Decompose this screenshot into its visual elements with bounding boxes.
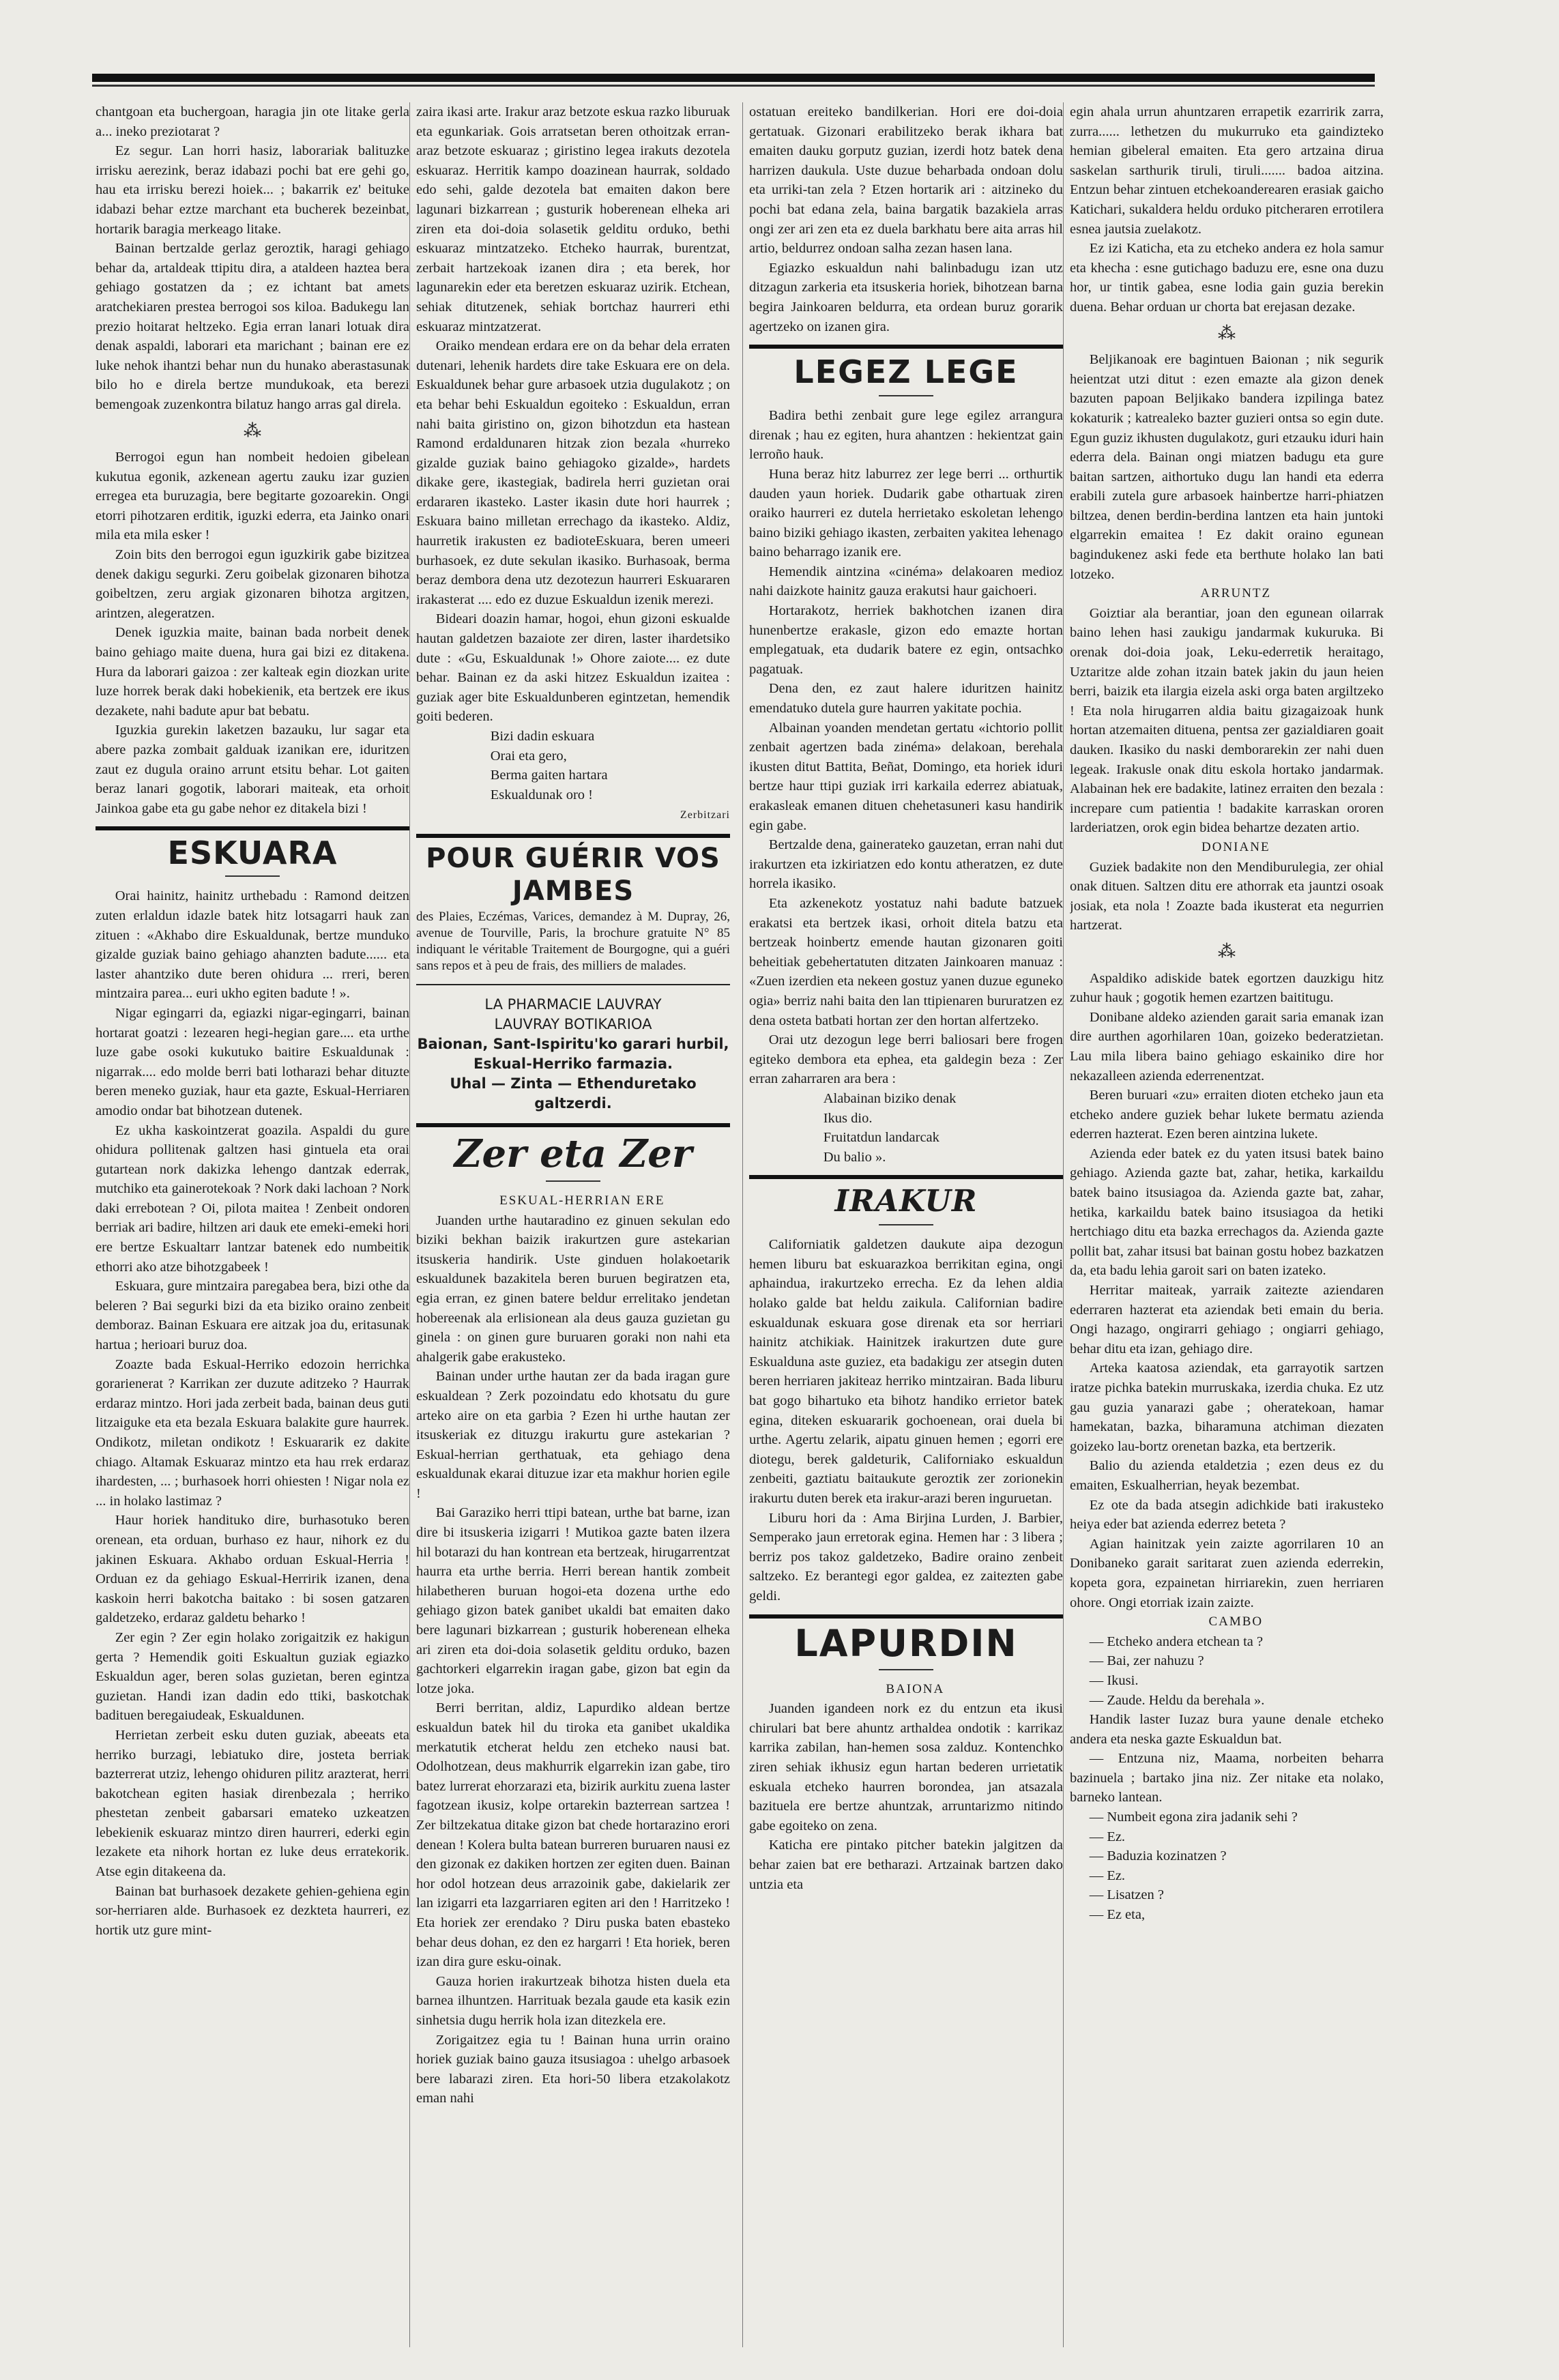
article-paragraph: Bainan bat burhasoek dezakete gehien-gehiena egin sor-herriaren alde. Burhasoek ez dezkteta haurreri, ez hortik utz gure mint-	[96, 1883, 409, 1938]
subheading-baiona: BAIONA	[886, 1681, 945, 1696]
dialogue-line: — Zaude. Heldu da berehala ».	[1089, 1692, 1265, 1708]
column-1	[96, 102, 409, 2347]
column-divider	[1063, 102, 1064, 2347]
article-paragraph: Juanden igandeen nork ez du entzun eta ikusi chirulari bat bere ahuntz arthaldea ondotik : karrikaz karrika zabilan, han-hemen sosa zalduz. Kontenchko ziren sehiak ikhusiz egun hartan bederen urrietatik eskuala etcheko haurren borondea, jan atsazala bazituela ere bertze ahuntzak, arruntarizmo nitindo gabe egoiteko on zena.	[749, 1701, 1063, 1833]
article-paragraph: Bainan under urthe hautan zer da bada iragan gure eskualdean ? Zerk pozoindatu edo khotsatu du gure arteko aire on eta garbia ? Ezen hi urthe hautan zer itsuskeriak ez dituzgu irakurtu gure astekarian ? Eskual-herrian gerthatuak, eta gehiago dena eskualdunak ekarai dituzue izar eta makhur horien egile !	[416, 1369, 730, 1501]
article-paragraph: Goiztiar ala berantiar, joan den egunean oilarrak baino lehen hasi zaukigu jandarmak kukuruka. Bi orenak doi-doia joak, Leku-ederretik heraitago, Uztaritze alde zohan itzain batek jakin du jaun heien berri, baizik eta ilargia eizela aski orga baten argiltzeko ! Eta nola hirugarren aldia baitu gizagaizoak hunk hortan atzemaiten dituena, pentsa zer gazialdiaren goait dauken. Ikasiko du naski demborarekin zer nahi duen legeak. Irakusle onak ditu eskola hortako jandarmak. Alabainan hek ere badakite, latinez erraiten den bezala : increpare cum patientia ! badakite karraskan ororen larderiatzen, orok egin bidea behartze dezaten artio.	[1070, 605, 1384, 836]
section-rule	[416, 1123, 730, 1127]
dialogue-line: — Baduzia kozinatzen ?	[1089, 1848, 1227, 1864]
article-paragraph: Aspaldiko adiskide batek egortzen dauzkigu hitz zuhur hauk ; gogotik hemen ezartzen baititugu.	[1070, 970, 1384, 1006]
column-divider	[742, 102, 743, 2347]
article-paragraph: Donibane aldeko azienden garait saria emanak izan dire aurthen agorhilaren 10an, goizeko bederatzietan. Lau mila libera baino gehiago eskainiko dire hor nekazalleen azienda ederrenentzat.	[1070, 1009, 1384, 1084]
article-paragraph: Zer egin ? Zer egin holako zorigaitzik ez hakigun gerta ? Hemendik goiti Eskualtun guziak egiazko Eskualdun ager, beren solas guzietan, beren egintza guzietan. Handi izan dadin edo ttiki, baskotchak badituen beregaiudeak, Eskualdunen.	[96, 1629, 409, 1724]
dialogue-line: — Lisatzen ?	[1089, 1887, 1164, 1903]
dialogue-line: — Entzuna niz, Maama, norbeiten beharra bazinuela ; bartako jina niz. Zer nitake eta nolako, barneko lantean.	[1070, 1751, 1384, 1805]
heading-zer-eta-zer: Zer eta Zer	[454, 1131, 693, 1176]
heading-underline	[879, 1669, 933, 1670]
article-paragraph: Herritar maiteak, yarraik zaitezte aziendaren ederraren hazterat eta aziendak beti emain du beria. Ongi hazago, ongirarri gehiago ; ongiarri gehiago, behar ditu eta izan, gehiago dire.	[1070, 1283, 1384, 1356]
column-4	[1070, 102, 1384, 2347]
section-rule	[96, 826, 409, 830]
section-rule	[749, 345, 1063, 349]
advertisement-jambes	[416, 842, 730, 974]
verse-line: Du balio ».	[823, 1149, 886, 1165]
article-paragraph: Berrogoi egun han nombeit hedoien gibelean kukutua egonik, azkenean agertu zauku izar guzien erregea eta buruzagia, bere begitarte gozoarekin. Ongi etorri pihotzaren erditik, iguzki ederra, eta Jainko onari mila eta mila esker !	[96, 450, 409, 543]
article-paragraph: Hemendik aintzina «cinéma» delakoaren medioz nahi daizkote hainitz gauza erakutsi haur gaichoeri.	[749, 564, 1063, 599]
section-asterism: ⁂	[244, 420, 261, 441]
section-rule	[416, 834, 730, 838]
article-paragraph: Katicha ere pintako pitcher batekin jalgitzen da behar zaien bat ere betharazi. Artzainak bartzen dako untzia eta	[749, 1838, 1063, 1892]
verse-line: Eskualdunak oro !	[490, 787, 593, 802]
subheading: ESKUAL-HERRIAN ERE	[499, 1193, 665, 1208]
dialogue-line: — Etcheko andera etchean ta ?	[1089, 1634, 1264, 1649]
article-paragraph: Hortarakotz, herriek bakhotchen izanen dira hunenbertze erakasle, gizon edo emazte hortan emplegatuak, eta dudarik batere ez egin, ontsachko pagatuak.	[749, 603, 1063, 677]
verse-line: Fruitatdun landarcak	[823, 1130, 939, 1146]
subheading-cambo: CAMBO	[1208, 1614, 1264, 1629]
article-paragraph: Dena den, ez zaut halere iduritzen hainitz emendatuko dutela gure haurren yakitate pochia.	[749, 681, 1063, 716]
article-paragraph: Gauza horien irakurtzeak bihotza histen duela eta barnea ilhuntzen. Harrituak bezala gaude eta kasik ezin sinhetsia dugu herrik hola izan ditezkela ere.	[416, 1973, 730, 2028]
masthead-rule	[92, 74, 1375, 82]
verse-line: Alabainan biziko denak	[823, 1090, 957, 1106]
article-paragraph: Bertzalde dena, gainerateko gauzetan, erran nahi dut irakurtzen eta izkiriatzen edo kontu atheratzen, ez dute horrela ikasiko.	[749, 837, 1063, 892]
ad-line: galtzerdi.	[534, 1094, 612, 1112]
article-paragraph: Juanden urthe hautaradino ez ginuen sekulan edo biziki bekhan baizik irakurtzen gure astekarian itsuskeria handirik. Uste ginduen holakoetarik eskualdunek bazakitela beren buruen begiratzen eta, egia erran, ez ginen batere beldur errelitako jendetan hobereenak ala erlisionean ala deus gauza guzietan gu ginela : on ginen gure buruaren goraki non nahi eta ahalgerik gabe erakusteko.	[416, 1213, 730, 1365]
column-divider	[409, 102, 410, 2347]
article-paragraph: Bai Garaziko herri ttipi batean, urthe bat barne, izan dire bi itsuskeria izigarri ! Mutikoa gazte baten ilzera hil botarazi du han kontrean eta bertzeak, hirugarrentzat haurra eta urthe berria. Herri berean hantik zombeit hilabetheren buruan hogoi-eta dozena urthe edo gehiago gizon batek ganibet ukaldi bat emaiten dako bere lagunari bizkarrean ; gusturik hoberenean elheka ari ziren eta doi-doia solasetik gelditu orduko, bazen gachtorkeri elgarrekin iragan gabe, gizon bat egin da lotze joka.	[416, 1505, 730, 1696]
heading-underline	[879, 1224, 933, 1225]
ad-line: Baionan, Sant-Ispiritu'ko garari hurbil, Eskual-Herriko farmazia.	[417, 1035, 729, 1072]
section-asterism: ⁂	[1218, 941, 1236, 961]
article-paragraph: Arteka kaatosa aziendak, eta garrayotik sartzen iratze pichka batekin murruskaka, izerdia chuka. Ez utz gau guzia yanarazi gabe ; oheratekoan, hamar hamekatan, bazka, biharamuna atchiman diezaten goizeko lau-bortz orenetan bazka, eta bertzerik.	[1070, 1361, 1384, 1454]
article-paragraph: Bainan bertzalde gerlaz geroztik, haragi gehiago behar da, artaldeak ttipitu dira, a ataldeen haztea bera gehiago gostatzen da ; ez ichtant bat amets aratchekiaren prestea berrogoi sos kiloa. Badukegu lan prezio hoitarat heltzeko. Egia erran lanari lotuak dira denak aspaldi, laborari eta marichant ; bainan ere ez luke nehok ihantzi behar nun du hunako aberastasunak bilo ho e direla bertze mundukoak, eta berezi bemengoak zuzenkontra bilatuz hango arras gal direla.	[96, 241, 409, 412]
article-paragraph: Eta azkenekotz yostatuz nahi badute batzuek erakatsi eta bertzek ikasi, orhoit ditela batzu eta bertzeak hoinbertz emende hautan gizonaren goiti beheitiak gebehertatuten ditzaten Jainkoaren manuaz : «Zuen izerdien eta nekeen gostuz yanen duzue eguneko ogia» berriz nahi baita den lan ttipienaren bururatzen ez dena osteta batbati hortan zer den hortan alfertzeko.	[749, 895, 1063, 1028]
author-signature: Zerbitzari	[680, 809, 730, 822]
subheading-arruntz: ARRUNTZ	[1200, 586, 1272, 601]
dialogue-line: Handik laster Iuzaz bura yaune denale etcheko andera eta neska gazte Eskualdun bat.	[1070, 1712, 1384, 1747]
article-paragraph: Beljikanoak ere bagintuen Baionan ; nik segurik heientzat utzi ditut : ezen emazte ala gizon denek bazuten papoan Beljikako bandera izpilinga batez kokaturik ; katrealeko bazter guzieri ontsa so egin dute. Egun guziz ikhusten dugulakotz, guri etzauku iduri hain ederra dela. Bainan ongi miatzen badugu eta gure baitan sartzen, aithortuko dugu lan handi eta ederra erabili zutela gure arbasoek hainbertze harri-phiatzen biltzea, denen berdin-berdina lantzen eta hain juntoki elgarrekin emaitea ! Ez dakit oraino egunean bagindukenez aski fede eta berthute holako lan bati lotzeko.	[1070, 352, 1384, 582]
ad-line: LAUVRAY BOTIKARIOA	[494, 1015, 652, 1032]
article-paragraph: Ez ote da bada atsegin adichkide bati irakusteko heiya eder bat azienda ederrez beteta ?	[1070, 1497, 1384, 1533]
article-paragraph: Azienda eder batek ez du yaten itsusi batek baino gehiago. Azienda gazte bat, zahar, hetika, karkaildu batek baino itsusiagoa da. Azienda gazte bat, zahar, hetika, karkaildu batek baino itsusiagoa da hetiki hertchiago ditu eta bazka errechagos da. Azienda gazte pollit bat, zahar itsusi bat bainan gostu hobez bazkatzen da, eta badu lehia garoit sari on baten izateko.	[1070, 1146, 1384, 1279]
verse-line: Berma gaiten hartara	[490, 768, 608, 783]
article-paragraph: Orai hainitz, hainitz urthebadu : Ramond deitzen zuten erlaldun idazle batek hitz lotsagarri hauk zan zituen : «Akhabo dire Eskualdunak, bertze munduko gizalde guziak baino gehiago ahanzten badute...... eta laster ahantziko dute beren ohidura ... rreri, beren mintzaira parea... euri ukho egiten badute ! ».	[96, 888, 409, 1002]
advertisement-pharmacie	[416, 995, 730, 1114]
heading-underline	[879, 395, 933, 396]
section-asterism: ⁂	[1218, 323, 1236, 343]
article-paragraph: Guziek badakite non den Mendiburulegia, zer ohial onak dituen. Saltzen ditu ere athorrak eta jauntzi osoak josiak, eta nola ! Zoazte bada ikusterat eta negurrien hartzerat.	[1070, 859, 1384, 933]
article-paragraph: Ez ukha kaskointzerat goazila. Aspaldi du gure ohidura pollitenak galtzen hasi gintuela eta orai gutartean nork dakizka lehengo dantzak ederrak, mutchiko eta gainerotekoak ? Nork daki lachoan ? Nork daki errebotean ? Oi, pilota maitea ! Zenbeit ondoren berriak ari badire, hiltzen ari dauk ete emeki-emeki hori ere bertze Eskualtarr lantzar batenek edo numbeitik ethorri ako atze bihotzgabeek !	[96, 1122, 409, 1275]
article-paragraph: Zoazte bada Eskual-Herriko edozoin herrichka gorarienerat ? Karrikan zer duzute aditzeko ? Haurrak erdaraz mintzo. Hori jada zerbeit bada, bainan deus guti litzaiguke eta eta bezala Eskuara balakite gure haurrek. Ondikotz, miletan ondikotz ! Eskuararik ez dakite chiago. Altamak Eskuaraz mintzo eta hau rrek erdaraz ihardesten, ... ; burhasoek horri ohiesten ! Nigar nola ez ... in holako lastimaz ?	[96, 1356, 409, 1509]
article-paragraph: Liburu hori da : Ama Birjina Lurden, J. Barbier, Semperako jaun erretorak egina. Hemen har : 3 libera ; berriz pos takoz galdetzeko, Badire oraino zenbeit saltzeko. Ez berantegi egor galdea, ez zaitezten gabe geldi.	[749, 1510, 1063, 1603]
article-paragraph: Egiazko eskualdun nahi balinbadugu izan utz ditzagun zarkeria eta itsuskeria horiek, bihotzean barna begira Jainkoaren beldurra, eta ordean buruz gorarik agertzeko on izanen gira.	[749, 260, 1063, 334]
article-paragraph: Ez segur. Lan horri hasiz, laborariak balituzke irrisku aerezink, beraz idabazi pochi bat ere gehi go, hau eta irrisku berezi hoiek... ; bakarrik ez' beituke idabazi behar eztze marchant eta bucherek bezeinbat, hortarik baragia merkeago litake.	[96, 143, 409, 237]
heading-underline	[546, 1180, 600, 1182]
article-paragraph: Haur horiek handituko dire, burhasotuko beren orenean, eta orduan, burhaso ez haur, nihork ez du jakinen Eskuara. Akhabo orduan Eskual-Herria ! Orduan ez da gehiago Eskual-Herririk izanen, dena kaskoin herri bakotcha baitako : bi sosen gatzaren galdetzeko, erdaraz galdetu beharko !	[96, 1513, 409, 1626]
heading-underline	[225, 875, 280, 877]
article-paragraph: Eskuara, gure mintzaira paregabea bera, bizi othe da beleren ? Bai segurki bizi da eta biziko oraino zenbeit demboraz. Bainan Eskuara ere aitzak joa du, eritasunak hartua ; herioari buruz doa.	[96, 1279, 409, 1353]
verse-line: Ikus dio.	[823, 1110, 873, 1126]
masthead-rule-thin	[92, 85, 1375, 87]
article-paragraph: Oraiko mendean erdara ere on da behar dela erraten dutenari, lehenik hardets dire take Eskuara ere on dela. Eskualdunek behar gure arbasoek utzia dugulakotz ; on eta behar behi Eskualdun egoiteko : Eskualdun, erran nahi baita giristino on, gizon bihotzdun eta hastean Ramond erdaldunaren hitzak zion bezala «hurreko gizalde guziak baino gehiagoko gizalde», hardets dikake gere, ikastegiak, badirela herri guzietan orai erdararen ikasteko. Laster ikasin dute hori haurrek ; Eskuara baino milletan errechago da ikasteko. Aldiz, haurretik irakusten ez badioteEskuara, beren umeeri burhasoek, ez dute sekulan ikasiko. Burhasoak, berma beraz dembora dena utz dezotezun haurreri Eskuararen irakasterat .... edo ez duzue Eskualdun izenik merezi.	[416, 338, 730, 607]
column-3	[749, 102, 1063, 2347]
article-paragraph: ostatuan ereiteko bandilkerian. Hori ere doi-doia gertatuak. Gizonari erabilitzeko berak ikhara bat emaiten dauku gorputz guzian, izerdi hotz batek dena harrizen daukula. Uste duzue beharbada ondoan dolu eta urriki-tan zela ? Etzen hortarik ari : aitzineko du pochi bat edana zela, baina bargatik bazakiela arras ongi zer ari zen eta ez duela barkhatu bere aita arras hil artio, beldurrez ondoan salha zezan hasen lana.	[749, 104, 1063, 257]
column-2	[416, 102, 730, 2347]
section-rule	[416, 984, 730, 985]
article-paragraph: Iguzkia gurekin laketzen bazauku, lur sagar eta abere pazka zombait galduak izanikan ere, iduritzen zaut ez dugula oraino arrunt etsitu behar. Lot gaiten beraz lanari gogotik, laborari maiteak, eta orhoit Jainkoa gabe eta gu gabe nehor ez ditakela bizi !	[96, 723, 409, 816]
article-paragraph: Nigar egingarri da, egiazki nigar-egingarri, bainan hortarat goatzi : lezearen hegi-hegian gare.... eta urthe luze gabe osoki kukutuko baitire Eskualdunak : nigarrak.... edo molde berri bati lotharazi behar dituzte beren meneko guziak, haur eta gazte, Eskual-Herriaren amodio ondar bat bihotzean dutenek.	[96, 1005, 409, 1118]
article-paragraph: Huna beraz hitz laburrez zer lege berri ... orthurtik dauden yaun horiek. Dudarik gabe othartuak ziren oraiko haurreri ez dutela herrietako eskoletan lehengo baino biziki gehiago ikasten, zerbaiten yakitea lehenago baino beharrago izanik ere.	[749, 466, 1063, 560]
dialogue-line: — Ez.	[1089, 1868, 1126, 1883]
article-paragraph: egin ahala urrun ahuntzaren errapetik ezarririk zarra, zurra...... lethetzen du mukurruko eta gaindizteko hemian gibeleral emaiten. Eta gero artzaina dirua saskelan sarthurik tiruli, tiruli....... badoa aitzina. Entzun behar zintuen etchekoanderearen erasiak gaicho Katichari, sukaldera heldu orduko pitcheraren errotilera esnea jautsia zuelakotz.	[1070, 104, 1384, 237]
article-paragraph: Albainan yoanden mendetan gertatu «ichtorio pollit zenbait agertzen bada zinéma» delakoan, berehala ikusten ditut Battita, Beñat, Domingo, eta horiek iduri bertze haur ttipi guziak irri karkaila ederrez abiatuak, erakasleak emanen dituen chehetasuneri kasu handirik egin gabe.	[749, 720, 1063, 833]
article-paragraph: Californiatik galdetzen daukute aipa dezogun hemen liburu bat eskuarazkoa berrikitan egina, ongi aphaindua, irakurtzeko errecha. Ez da lehen aldia holako galde bat heldu zaikula. Californian badire eskualdunak eskuara gose direnak eta sor herriari hainitz atchikiak. Hainitzek irakurtzen dute gure Eskualduna aste guziez, eta badakigu zer atsegin duten beren herriaren jakiteaz herriko mintzairan. Bada liburu bat gogo bihartuko eta bihotz handiko errietor batek egina, diteken eskuararik gochoenean, orai duela bi urthe. Agertu zelarik, aipatu ginuen hemen ; egorri ere diotegu, berek galdeturik, Californiako eskualdun zenbeiti, gaztiatu baitaukute geroztik zer zorionekin irakurtu duten berek eta irakur-arazi beren inguruetan.	[749, 1237, 1063, 1506]
subheading-doniane: DONIANE	[1201, 839, 1270, 854]
article-paragraph: Ez izi Katicha, eta zu etcheko andera ez hola samur eta khecha : esne gutichago baduzu ere, esne ona duzu hor, ur tintik gabea, esne lodia gain guzia berekin duena. Behar orduan ur chorta bat erejasan dezake.	[1070, 241, 1384, 315]
verse-line: Bizi dadin eskuara	[490, 729, 595, 744]
verse-line: Orai eta gero,	[490, 748, 567, 764]
dialogue-line: — Bai, zer nahuzu ?	[1089, 1653, 1204, 1669]
heading-eskuara: ESKUARA	[167, 835, 338, 872]
ad-line: Uhal — Zinta — Ethenduretako	[450, 1075, 697, 1092]
article-paragraph: Beren buruari «zu» erraiten dioten etcheko jaun eta etcheko andere guziek behar lukete bermatu azienda ederren hazterat. Ezen beren aintzina lukete.	[1070, 1088, 1384, 1142]
ad-title: POUR GUÉRIR VOS JAMBES	[426, 842, 720, 907]
article-paragraph: Zoin bits den berrogoi egun iguzkirik gabe bizitzea denek dakigu segurki. Zeru goibelak gizonaren bihotza goibeltzen, zeru argiak gizonaren bihotza argitzen, arintzen, alegeratzen.	[96, 547, 409, 621]
section-rule	[749, 1614, 1063, 1619]
article-paragraph: Zorigaitzez egia tu ! Bainan huna urrin oraino horiek guziak baino gauza itsusiagoa : uhelgo arbasoek bere labarazi ziren. Eta hori-50 libera etzakolakotz eman nahi	[416, 2032, 730, 2106]
article-paragraph: Bideari doazin hamar, hogoi, ehun gizoni eskualde hautan galdetzen bazaiote zer diren, laster ihardetsiko dute : «Gu, Eskualdunak !» Ohore zaiote.... ez dute behar. Bainan ez da aski hitzez Eskualdun izaitea : guziak ager bite Eskualdunberen egintzetan, hemendik goiti bederen.	[416, 611, 730, 725]
article-paragraph: Berri berritan, aldiz, Lapurdiko aldean bertze eskualdun batek hil du tiroka eta ganibet ukaldika merkatutik etcherat heldu zen etcheko nausi bat. Odolhotzean, deus makhurrik elgarrekin izan gabe, tiro batez lurrerat ehorzarazi eta, bizirik aurkitu zuena laster fagotzean ikusiz, kolpe ortarekin bazterrean sartzea ! Zer biltzekatua ditake gizon bat chede hortarazino erori denean ! Kolera bulta batean burreren buruaren nausi ez den gizonak ez dakiken hortzen zer egiten duen. Bainan hor odol hotzean deus arrazoinik gabe, dakielarik zer lan izigarri eta lazgarriaren egiten ari den ! Harritzeko ! Eta horiek zer erendako ? Diru puska baten ebasteko behar deus dohan, ez den ez hargarri ! Eta horiek, beren izan dira gure esku-oinak.	[416, 1700, 730, 1970]
dialogue-line: — Ez.	[1089, 1829, 1126, 1844]
article-paragraph: Orai utz dezogun lege berri baliosari bere frogen egiteko dembora eta ephea, eta galdegin beza : Zer erran zaharraren ara bera :	[749, 1032, 1063, 1087]
article-paragraph: chantgoan eta buchergoan, haragia jin ote litake gerla a... ineko preziotarat ?	[96, 104, 409, 139]
article-paragraph: Balio du azienda etaldetzia ; ezen deus ez du emaiten, Eskualherrian, heyak bezembat.	[1070, 1458, 1384, 1493]
article-paragraph: Denek iguzkia maite, bainan bada norbeit denek baino gehiago maite duena, hura gai bizi ez ditakena. Hura da laborari gaizoa : zer kalteak egin diozkan urite luze horrek berak daki hobekienik, eta bertzek ere ikus dezakete, nahi badute apur bat bebatu.	[96, 625, 409, 719]
article-paragraph: Herrietan zerbeit esku duten guziak, abeeats eta herriko burzagi, lebiatuko dire, josteta berriak bazterrerat utziz, lehengo ohiduren pilitz arazterat, herri bakotchean egiten hasiak direnbezala ; herriko phestetan zenbeit gabarsari emateko uzkeatzen lebekienik eskuaraz mintzo diren haurreri, ederki egin lezakete eta nihork hortan ez luke deus erratekorik. Atse egin ditakeena da.	[96, 1727, 409, 1880]
dialogue-line: — Ez eta,	[1089, 1907, 1146, 1923]
heading-legez-lege: LEGEZ LEGE	[793, 353, 1019, 391]
section-rule	[749, 1175, 1063, 1179]
article-paragraph: zaira ikasi arte. Irakur araz betzote eskua razko liburuak eta egunkariak. Gois arratsetan beren othoitzak erran-araz betzote eskuaraz ; giristino legea irakuts dezotela eskuaraz. Herritik kampo doazinean haurrak, soldado edo sehi, galde dezotela bat emaiten dakon bere lagunari bizkarrean ; gusturik hoberenean elheka ari ziren eta doi-doia solasetik gelditu orduko, bethi eskuaraz mintzatzeko. Etcheko haurrak, burentzat, zerbait hartzekoak izanen dira ; eta berek, hor lagunarekin eder eta beretzen eskuaraz uzirik. Etchean, sehiak ditutzenek, sehiak bortchaz haurreri ethi eskuaraz mintzatzerat.	[416, 104, 730, 334]
ad-line: LA PHARMACIE LAUVRAY	[484, 996, 662, 1013]
dialogue-line: — Ikusi.	[1089, 1672, 1139, 1688]
article-paragraph: Badira bethi zenbait gure lege egilez arrangura direnak ; hau ez egiten, hura ahantzen : hekientzat gain lerroño hauk.	[749, 408, 1063, 463]
ad-body: des Plaies, Eczémas, Varices, demandez à M. Dupray, 26, avenue de Tourville, Paris, la brochure gratuite N° 85 indiquant le véritable Traitement de Bourgogne, qui a guéri sans repos et à peu de frais, des milliers de malades.	[416, 909, 730, 973]
heading-irakur: IRAKUR	[834, 1184, 978, 1219]
article-paragraph: Agian hainitzak yein zaizte agorrilaren 10 an Donibaneko garait saritarat zuen azienda ederrekin, kopeta gora, ezpainetan hirriarekin, zuen herriaren ohore. Ongi etorriak izain zaizte.	[1070, 1536, 1384, 1610]
dialogue-line: — Numbeit egona zira jadanik sehi ?	[1089, 1810, 1298, 1825]
heading-lapurdin: LAPURDIN	[794, 1621, 1018, 1665]
